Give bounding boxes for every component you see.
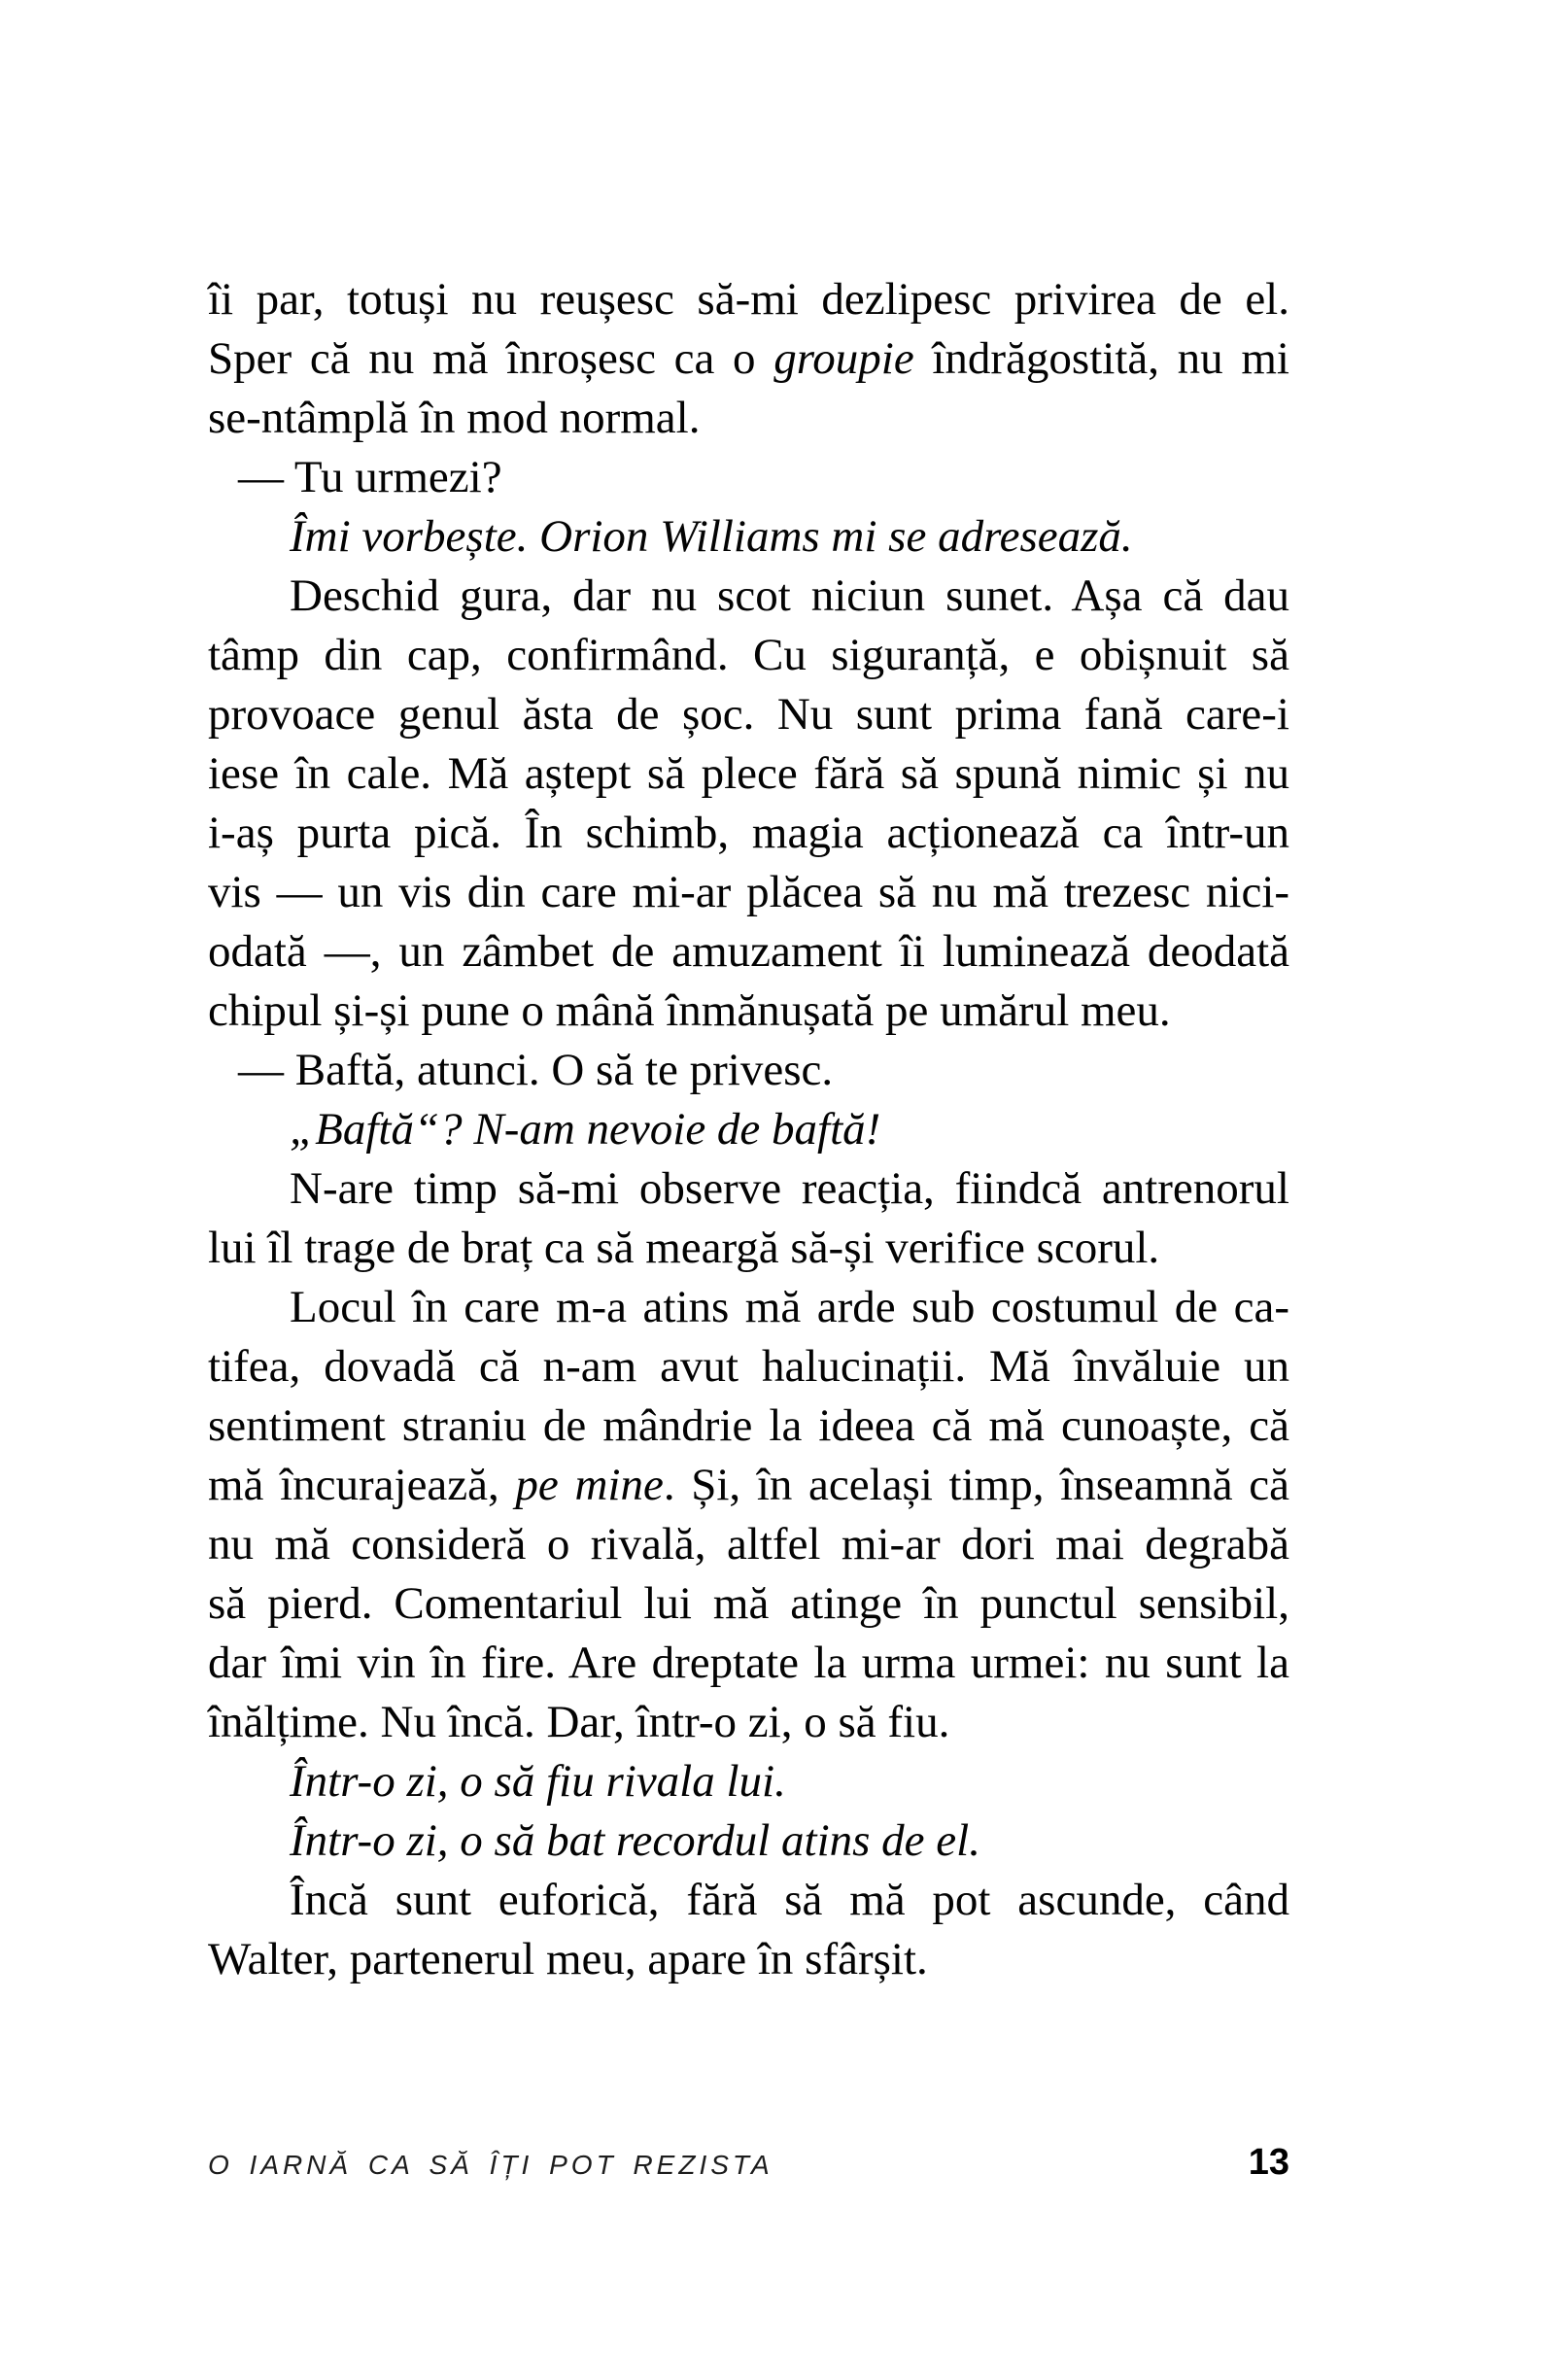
text-segment: odată —, un zâmbet de amuzament îi luminează deodată <box>208 926 1290 977</box>
text-line <box>208 1752 1289 1811</box>
text-segment: Walter, partenerul meu, apare în sfârșit. <box>208 1934 928 1984</box>
text-segment: să pierd. Comentariul lui mă atinge în punctul sensibil, <box>208 1578 1289 1629</box>
text-segment: înălțime. Nu încă. Dar, într-o zi, o să fiu. <box>208 1697 950 1747</box>
text-line <box>208 1159 1289 1219</box>
body-text <box>208 270 1289 1989</box>
text-segment: chipul și-și pune o mână înmănușată pe umărul meu. <box>208 985 1171 1036</box>
text-line <box>208 685 1289 744</box>
text-line <box>208 448 1289 507</box>
text-segment: iese în cale. Mă aștept să plece fără să spună nimic și nu <box>208 748 1290 799</box>
text-line <box>208 1456 1289 1515</box>
text-line <box>208 567 1289 626</box>
text-segment: — Tu urmezi? <box>238 452 502 502</box>
text-segment: îndrăgostită, nu mi <box>913 333 1289 384</box>
text-line <box>208 744 1289 804</box>
text-segment: „Baftă“? N-am nevoie de baftă! <box>290 1104 881 1155</box>
page-footer <box>208 2142 1289 2184</box>
text-line <box>208 507 1289 567</box>
text-segment: lui îl trage de braț ca să meargă să-și verifice scorul. <box>208 1223 1160 1273</box>
text-line <box>208 1041 1289 1100</box>
text-segment: tifea, dovadă că n-am avut halucinații. Mă învăluie un <box>208 1341 1290 1392</box>
text-line <box>208 626 1289 685</box>
text-segment: se-ntâmplă în mod normal. <box>208 393 701 443</box>
text-line <box>208 1219 1289 1278</box>
page-number: 13 <box>1248 2142 1289 2183</box>
text-segment: Într-o zi, o să fiu rivala lui. <box>290 1756 786 1807</box>
text-line <box>208 1930 1289 1989</box>
text-segment: i-aș purta pică. În schimb, magia acționează ca într-un <box>208 808 1290 858</box>
text-segment: . Și, în același timp, înseamnă că <box>663 1460 1290 1510</box>
text-segment: Îmi vorbește. Orion Williams mi se adresează. <box>290 511 1133 562</box>
text-segment: N-are timp să-mi observe reacția, fiindcă antrenorul <box>290 1163 1289 1214</box>
text-line <box>208 1693 1289 1752</box>
text-segment: dar îmi vin în fire. Are dreptate la urma urmei: nu sunt la <box>208 1638 1289 1688</box>
text-line <box>208 804 1289 863</box>
text-segment: Sper că nu mă înroșesc ca o <box>208 333 774 384</box>
running-title: O IARNĂ CA SĂ ÎȚI POT REZISTA <box>208 2150 773 2180</box>
text-segment: groupie <box>773 333 914 384</box>
text-segment: Deschid gura, dar nu scot niciun sunet. Așa că dau <box>290 570 1289 621</box>
text-line <box>208 389 1289 448</box>
text-line <box>208 1337 1289 1397</box>
text-segment: tâmp din cap, confirmând. Cu siguranță, e obișnuit să <box>208 630 1289 680</box>
text-segment: Încă sunt euforică, fără să mă pot ascunde, când <box>290 1875 1289 1925</box>
text-segment: Într-o zi, o să bat recordul atins de el. <box>290 1815 980 1866</box>
text-segment: mă încurajează, <box>208 1460 516 1510</box>
text-segment: sentiment straniu de mândrie la ideea că mă cunoaște, că <box>208 1400 1290 1451</box>
text-line <box>208 1515 1289 1574</box>
text-line <box>208 1100 1289 1159</box>
text-line <box>208 1634 1289 1693</box>
text-line <box>208 1574 1289 1634</box>
text-segment: îi par, totuși nu reușesc să-mi dezlipesc privirea de el. <box>208 274 1289 325</box>
text-line <box>208 982 1289 1041</box>
text-line <box>208 1811 1289 1871</box>
text-line <box>208 1871 1289 1930</box>
text-line <box>208 329 1289 389</box>
text-line <box>208 1397 1289 1456</box>
text-line <box>208 270 1289 329</box>
text-segment: vis — un vis din care mi-ar plăcea să nu mă trezesc nici- <box>208 867 1290 917</box>
text-segment: nu mă consideră o rivală, altfel mi-ar dori mai degrabă <box>208 1519 1289 1569</box>
text-segment: provoace genul ăsta de șoc. Nu sunt prima fană care-i <box>208 689 1289 740</box>
text-segment: Locul în care m-a atins mă arde sub costumul de ca- <box>290 1282 1290 1332</box>
text-line <box>208 922 1289 982</box>
text-line <box>208 863 1289 922</box>
text-segment: pe mine <box>515 1460 664 1510</box>
text-line <box>208 1278 1289 1337</box>
text-segment: — Baftă, atunci. O să te privesc. <box>238 1045 834 1095</box>
